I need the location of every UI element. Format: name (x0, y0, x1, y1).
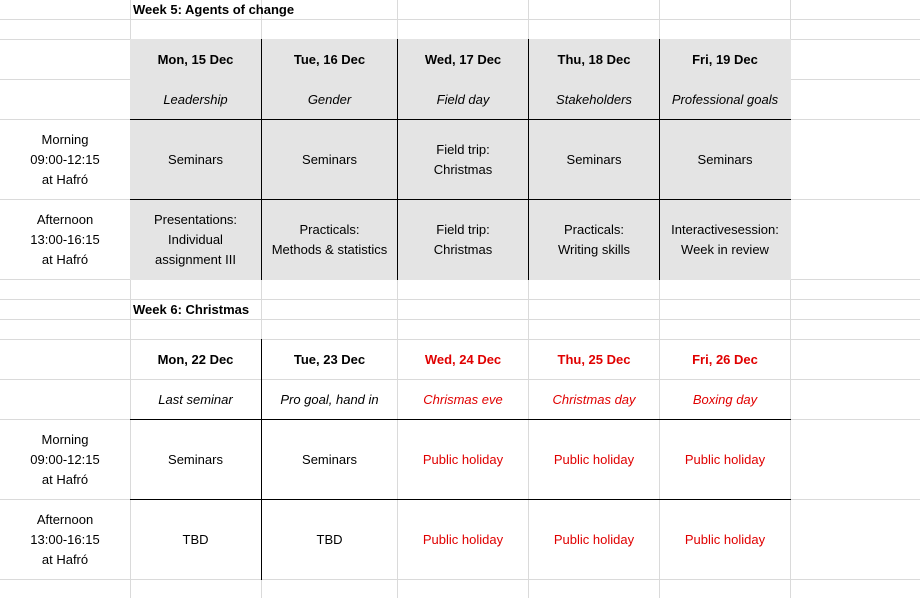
week6-theme-wed[interactable]: Chrismas eve (423, 392, 503, 407)
week6-morning-tue[interactable]: Seminars (302, 452, 357, 467)
week6-morning-wed[interactable]: Public holiday (422, 452, 504, 467)
week6-theme-tue[interactable]: Pro goal, hand in (280, 392, 379, 407)
week5-day-mon[interactable]: Mon, 15 Dec (157, 52, 234, 67)
week6-day-thu[interactable]: Thu, 25 Dec (557, 352, 631, 367)
week6-morning-fri[interactable]: Public holiday (684, 452, 766, 467)
week5-theme-tue[interactable]: Gender (307, 92, 352, 107)
week6-afternoon-tue[interactable]: TBD (316, 532, 343, 547)
week6-day-tue[interactable]: Tue, 23 Dec (293, 352, 366, 367)
week6-day-fri[interactable]: Fri, 26 Dec (692, 352, 758, 367)
week6-day-wed[interactable]: Wed, 24 Dec (424, 352, 502, 367)
week6-afternoon-label[interactable]: Afternoon 13:00-16:15 at Hafró (30, 512, 100, 567)
week6-morning-thu[interactable]: Public holiday (553, 452, 635, 467)
week6-day-mon[interactable]: Mon, 22 Dec (157, 352, 234, 367)
week5-afternoon-tue[interactable]: Practicals: Methods & statistics (271, 222, 388, 257)
week5-title[interactable]: Week 5: Agents of change (133, 2, 295, 17)
week6-title[interactable]: Week 6: Christmas (133, 302, 250, 317)
week5-theme-fri[interactable]: Professional goals (671, 92, 779, 107)
week5-afternoon-wed[interactable]: Field trip: Christmas (433, 222, 493, 257)
week6-theme-mon[interactable]: Last seminar (158, 392, 233, 407)
week5-morning-tue[interactable]: Seminars (302, 152, 357, 167)
week5-afternoon-fri[interactable]: Interactivesession: Week in review (671, 222, 779, 257)
week5-theme-wed[interactable]: Field day (436, 92, 490, 107)
week6-afternoon-mon[interactable]: TBD (182, 532, 209, 547)
week5-afternoon-thu[interactable]: Practicals: Writing skills (558, 222, 630, 257)
week5-afternoon-mon[interactable]: Presentations: Individual assignment III (153, 212, 238, 267)
week6-afternoon-wed[interactable]: Public holiday (422, 532, 504, 547)
week6-afternoon-fri[interactable]: Public holiday (684, 532, 766, 547)
week6-theme-fri[interactable]: Boxing day (692, 392, 758, 407)
week6-afternoon-thu[interactable]: Public holiday (553, 532, 635, 547)
week5-afternoon-label[interactable]: Afternoon 13:00-16:15 at Hafró (30, 212, 100, 267)
week5-day-fri[interactable]: Fri, 19 Dec (692, 52, 758, 67)
week5-day-thu[interactable]: Thu, 18 Dec (557, 52, 631, 67)
week6-theme-thu[interactable]: Christmas day (552, 392, 636, 407)
week5-theme-thu[interactable]: Stakeholders (556, 92, 632, 107)
week5-theme-mon[interactable]: Leadership (163, 92, 228, 107)
week6-morning-mon[interactable]: Seminars (168, 452, 223, 467)
week5-day-tue[interactable]: Tue, 16 Dec (293, 52, 366, 67)
week6-morning-label[interactable]: Morning 09:00-12:15 at Hafró (30, 432, 100, 487)
week5-morning-thu[interactable]: Seminars (566, 152, 622, 167)
week5-morning-wed[interactable]: Field trip: Christmas (433, 142, 493, 177)
week5-morning-label[interactable]: Morning 09:00-12:15 at Hafró (30, 132, 100, 187)
week5-day-wed[interactable]: Wed, 17 Dec (424, 52, 502, 67)
week5-morning-mon[interactable]: Seminars (168, 152, 223, 167)
week5-morning-fri[interactable]: Seminars (697, 152, 753, 167)
